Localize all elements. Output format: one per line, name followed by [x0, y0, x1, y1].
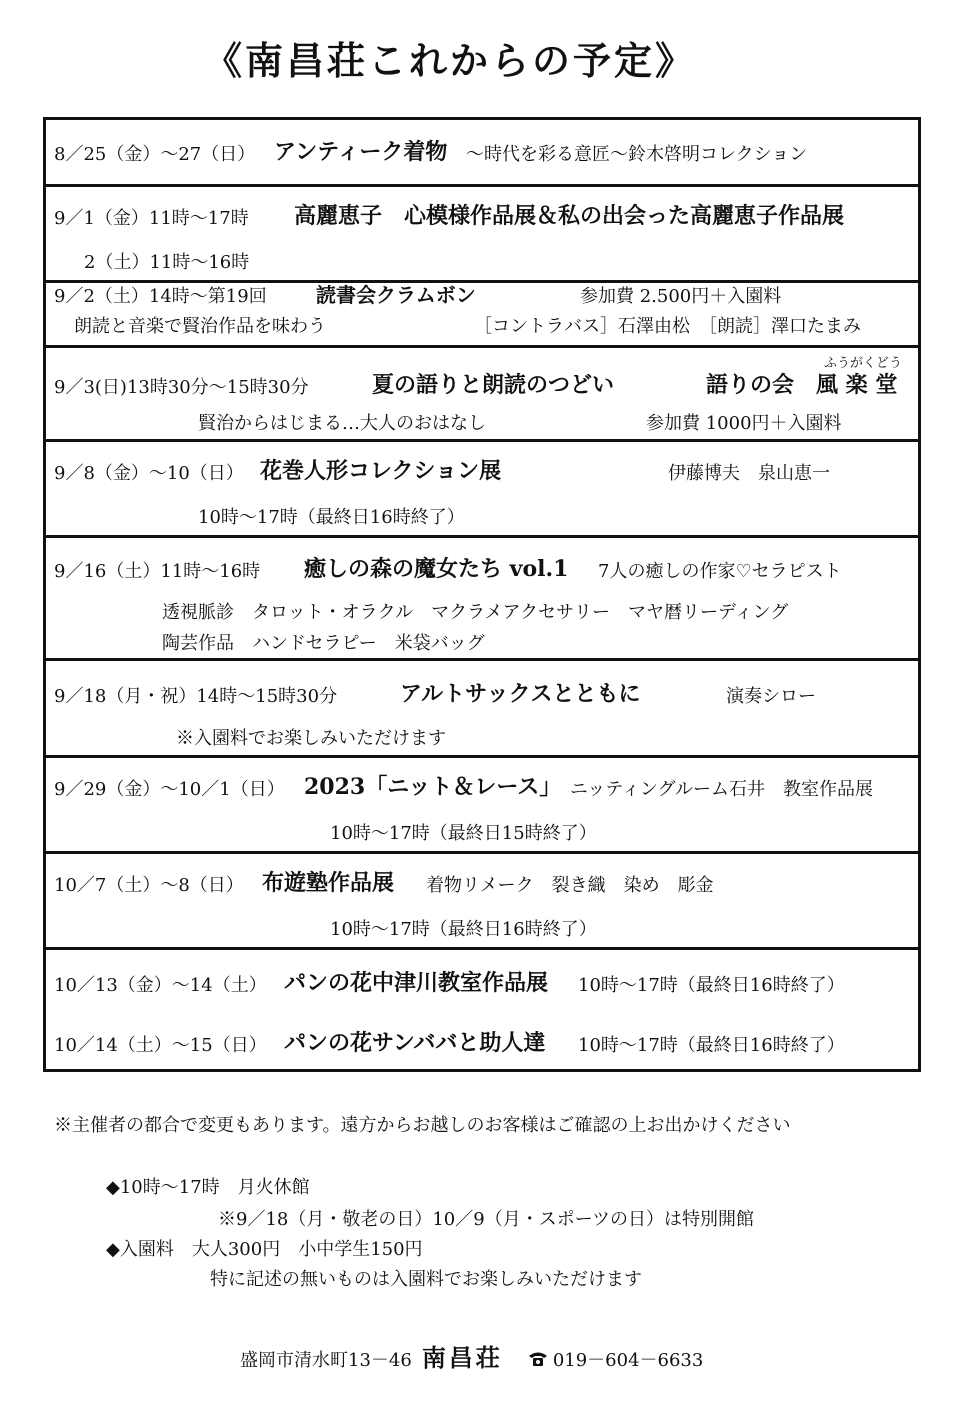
event-time: 10時～17時（最終日16時終了）	[198, 507, 465, 528]
event-group: 語りの会 風 楽 堂	[706, 372, 898, 398]
event-name: 癒しの森の魔女たち vol.1	[304, 556, 569, 582]
event-name: パンの花中津川教室作品展	[284, 970, 549, 996]
event-items: 透視脈診 タロット・オラクル マクラメアクセサリー マヤ暦リーディング	[162, 602, 789, 623]
footer	[240, 1338, 703, 1373]
event-subtitle: ～時代を彩る意匠～鈴木啓明コレクション	[466, 144, 808, 165]
event-name: 2023「ニット＆レース」	[304, 774, 562, 800]
event-row	[46, 658, 918, 758]
event-date: 10／7（土）～8（日）	[54, 875, 244, 896]
event-fee: 参加費 1000円＋入園料	[646, 413, 842, 434]
event-date: 9／1（金）11時～17時	[54, 208, 249, 229]
event-row	[46, 535, 918, 661]
event-name: 花巻人形コレクション展	[260, 458, 502, 484]
event-artists: 伊藤博夫 泉山恵一	[668, 463, 830, 484]
admission-fee: ◆入園料 大人300円 小中学生150円	[106, 1239, 423, 1260]
event-date: 10／13（金）～14（土）	[54, 975, 267, 996]
opening-hours: ◆10時～17時 月火休館	[106, 1177, 310, 1198]
event-date: 8／25（金）～27（日）	[54, 144, 256, 165]
event-name: 読書会クラムボン	[316, 283, 476, 307]
event-name: 高麗恵子 心模様作品展＆私の出会った高麗恵子作品展	[294, 203, 845, 229]
admission-note: 特に記述の無いものは入園料でお楽しみいただけます	[210, 1269, 642, 1290]
event-performer: 演奏シロー	[726, 686, 816, 707]
event-note: ※入園料でお楽しみいただけます	[176, 728, 446, 749]
event-time: 10時～17時（最終日16時終了）	[578, 1035, 845, 1056]
change-notice: ※主催者の都合で変更もあります。遠方からお越しのお客様はご確認の上お出かけください	[54, 1115, 791, 1136]
event-row	[46, 280, 918, 348]
event-date: 9／18（月・祝）14時～15時30分	[54, 686, 338, 707]
event-name: アルトサックスとともに	[400, 681, 641, 707]
event-subtitle: ニッティングルーム石井 教室作品展	[570, 779, 873, 800]
event-row	[46, 345, 918, 442]
page-title: 《南昌荘これからの予定》	[203, 38, 696, 83]
event-subtitle: 7人の癒しの作家♡セラピスト	[598, 561, 842, 582]
event-description: 賢治からはじまる…大人のおはなし	[198, 413, 486, 434]
telephone-icon	[527, 1350, 549, 1368]
group-ruby: ふうがくどう	[824, 356, 903, 371]
event-row	[46, 851, 918, 950]
event-name: アンティーク着物	[274, 139, 448, 165]
event-performers: ［コントラバス］石澤由松 ［朗読］澤口たまみ	[474, 316, 861, 337]
event-time: 10時～17時（最終日15時終了）	[330, 823, 597, 844]
event-row	[46, 947, 918, 1072]
special-opening-note: ※9／18（月・敬老の日）10／9（月・スポーツの日）は特別開館	[218, 1209, 754, 1230]
event-date: 9／16（土）11時～16時	[54, 561, 261, 582]
event-subtitle: 着物リメーク 裂き織 染め 彫金	[426, 875, 714, 896]
event-name: パンの花サンババと助人達	[284, 1030, 546, 1056]
event-name: 夏の語りと朗読のつどい	[372, 372, 615, 398]
event-time: 10時～17時（最終日16時終了）	[578, 975, 845, 996]
venue-name: 南昌荘	[421, 1343, 503, 1372]
event-time: 10時～17時（最終日16時終了）	[330, 919, 597, 940]
phone-number: 019－604－6633	[552, 1350, 704, 1371]
event-date: 9／2（土）14時～第19回	[54, 286, 267, 307]
event-name: 布遊塾作品展	[262, 870, 395, 896]
event-fee: 参加費 2.500円＋入園料	[580, 286, 782, 307]
event-row	[46, 120, 918, 187]
event-items: 陶芸作品 ハンドセラピー 米袋バッグ	[162, 633, 485, 654]
event-date: 9／29（金）～10／1（日）	[54, 779, 285, 800]
event-row	[46, 755, 918, 854]
event-date-2: 2（土）11時～16時	[84, 252, 250, 273]
event-date: 10／14（土）～15（日）	[54, 1035, 267, 1056]
address: 盛岡市清水町13－46	[240, 1350, 412, 1371]
event-row	[46, 439, 918, 538]
event-date: 9／8（金）～10（日）	[54, 463, 244, 484]
schedule-table	[43, 117, 921, 1072]
event-row	[46, 184, 918, 283]
event-description: 朗読と音楽で賢治作品を味わう	[74, 316, 326, 337]
event-date: 9／3(日)13時30分～15時30分	[54, 377, 309, 398]
